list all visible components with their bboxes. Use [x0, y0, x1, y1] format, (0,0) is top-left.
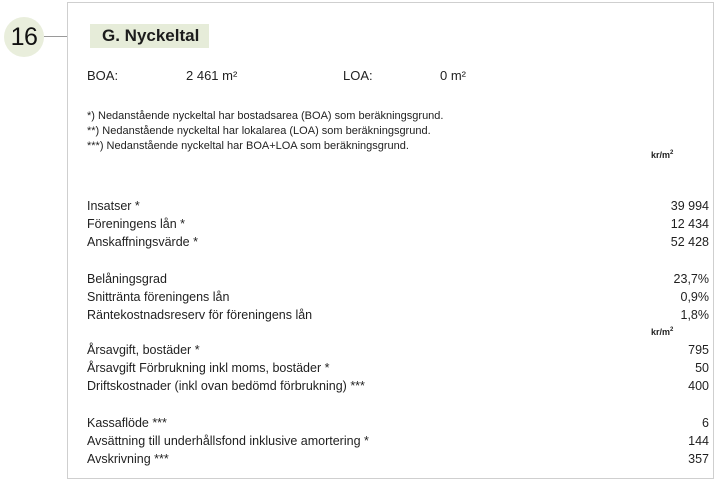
table-row: Räntekostnadsreserv för föreningens lån 1,8% — [87, 308, 709, 322]
table-row: Insatser * 39 994 — [87, 199, 709, 213]
section-title-text: G. Nyckeltal — [102, 26, 200, 45]
table-row: Avsättning till underhållsfond inklusive amortering * 144 — [87, 434, 709, 448]
unit-header-2: $kr/m^2$ — [651, 327, 674, 337]
note-boa: *) Nedanstående nyckeltal har bostadsarea (BOA) som beräkningsgrund. — [87, 110, 444, 122]
table-row: Snittränta föreningens lån 0,9% — [87, 290, 709, 304]
table-row: Belåningsgrad 23,7% — [87, 272, 709, 286]
note-boa-loa: ***) Nedanstående nyckeltal har BOA+LOA som beräkningsgrund. — [87, 140, 409, 152]
table-row: Årsavgift Förbrukning inkl moms, bostäder * 50 — [87, 361, 709, 375]
page-number: 16 — [10, 22, 38, 51]
boa-value: 2 461 m² — [186, 68, 238, 83]
table-row: Anskaffningsvärde * 52 428 — [87, 235, 709, 249]
table-row: Årsavgift, bostäder * 795 — [87, 343, 709, 357]
boa-label: BOA: — [87, 68, 119, 83]
table-row: Kassaflöde *** 6 — [87, 416, 709, 430]
page-number-badge — [4, 17, 44, 57]
table-row: Föreningens lån * 12 434 — [87, 217, 709, 231]
note-loa: **) Nedanstående nyckeltal har lokalarea (LOA) som beräkningsgrund. — [87, 125, 431, 137]
loa-label: LOA: — [343, 68, 373, 83]
section-title — [90, 24, 209, 48]
table-row: Avskrivning *** 357 — [87, 452, 709, 466]
table-row: Driftskostnader (inkl ovan bedömd förbrukning) *** 400 — [87, 379, 709, 393]
unit-header-1: $kr/m^2$ — [651, 150, 674, 160]
loa-value: 0 m² — [440, 68, 466, 83]
